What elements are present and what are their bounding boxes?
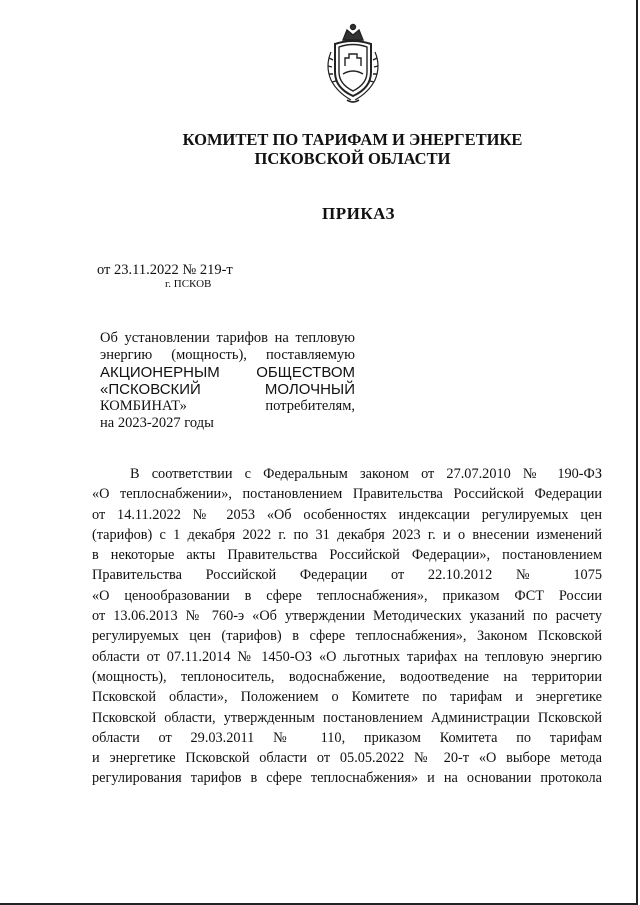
body-line: Правительства Российской Федерации от 22.10.2012 № 1075 <box>92 567 602 584</box>
body-line: В соответствии с Федеральным законом от 27.07.2010 № 190-ФЗ <box>130 466 602 482</box>
body-line: области от 29.03.2011 № 110, приказом Комитета по тарифам <box>92 729 602 746</box>
subject-line: «ПСКОВСКИЙ МОЛОЧНЫЙ <box>100 381 355 398</box>
subject-line: АКЦИОНЕРНЫМ ОБЩЕСТВОМ <box>100 364 355 381</box>
city-label: г. ПСКОВ <box>165 278 212 290</box>
organization-name <box>0 130 640 168</box>
subject-line: Об установлении тарифов на тепловую <box>100 330 355 346</box>
subject-line: энергию (мощность), поставляемую <box>100 347 355 363</box>
body-line: Псковской области, утвержденным постановлением Администрации Псковской <box>92 709 602 726</box>
document-type: ПРИКАЗ <box>322 204 395 223</box>
body-line: и энергетике Псковской области от 05.05.2022 № 20-т «О выборе метода <box>92 750 602 767</box>
date-number: от 23.11.2022 № 219-т <box>97 262 233 278</box>
body-line: от 14.11.2022 № 2053 «Об особенностях индексации регулируемых цен <box>92 506 602 523</box>
body-line: (мощность), теплоноситель, водоснабжение, водоотведение на территории <box>92 668 602 685</box>
body-line: в некоторые акты Правительства Российской Федерации», постановлением <box>92 547 602 564</box>
body-line: «О теплоснабжении», постановлением Правительства Российской Федерации <box>92 486 602 503</box>
org-line-1: КОМИТЕТ ПО ТАРИФАМ И ЭНЕРГЕТИКЕ <box>182 130 523 149</box>
subject-line: на 2023-2027 годы <box>100 415 214 431</box>
coat-of-arms-icon <box>321 22 385 104</box>
body-line: (тарифов) с 1 декабря 2022 г. по 31 декабря 2023 г. и о внесении изменений <box>92 526 602 543</box>
org-line-2: ПСКОВСКОЙ ОБЛАСТИ <box>254 149 451 168</box>
body-line: Псковской области», Положением о Комитете по тарифам и энергетике <box>92 689 602 706</box>
order-body <box>92 464 602 789</box>
body-line: от 13.06.2013 № 760-э «Об утверждении Методических указаний по расчету <box>92 608 602 625</box>
body-line: регулирования тарифов в сфере теплоснабжения» и на основании протокола <box>92 770 602 787</box>
order-subject <box>100 330 355 432</box>
body-line: области от 07.11.2014 № 1450-ОЗ «О льготных тарифах на тепловую энергию <box>92 648 602 665</box>
subject-line: КОМБИНАТ» потребителям, <box>100 398 355 414</box>
body-line: «О ценообразовании в сфере теплоснабжения», приказом ФСТ России <box>92 587 602 604</box>
body-line: регулируемых цен (тарифов) в сфере теплоснабжения», Законом Псковской <box>92 628 602 645</box>
